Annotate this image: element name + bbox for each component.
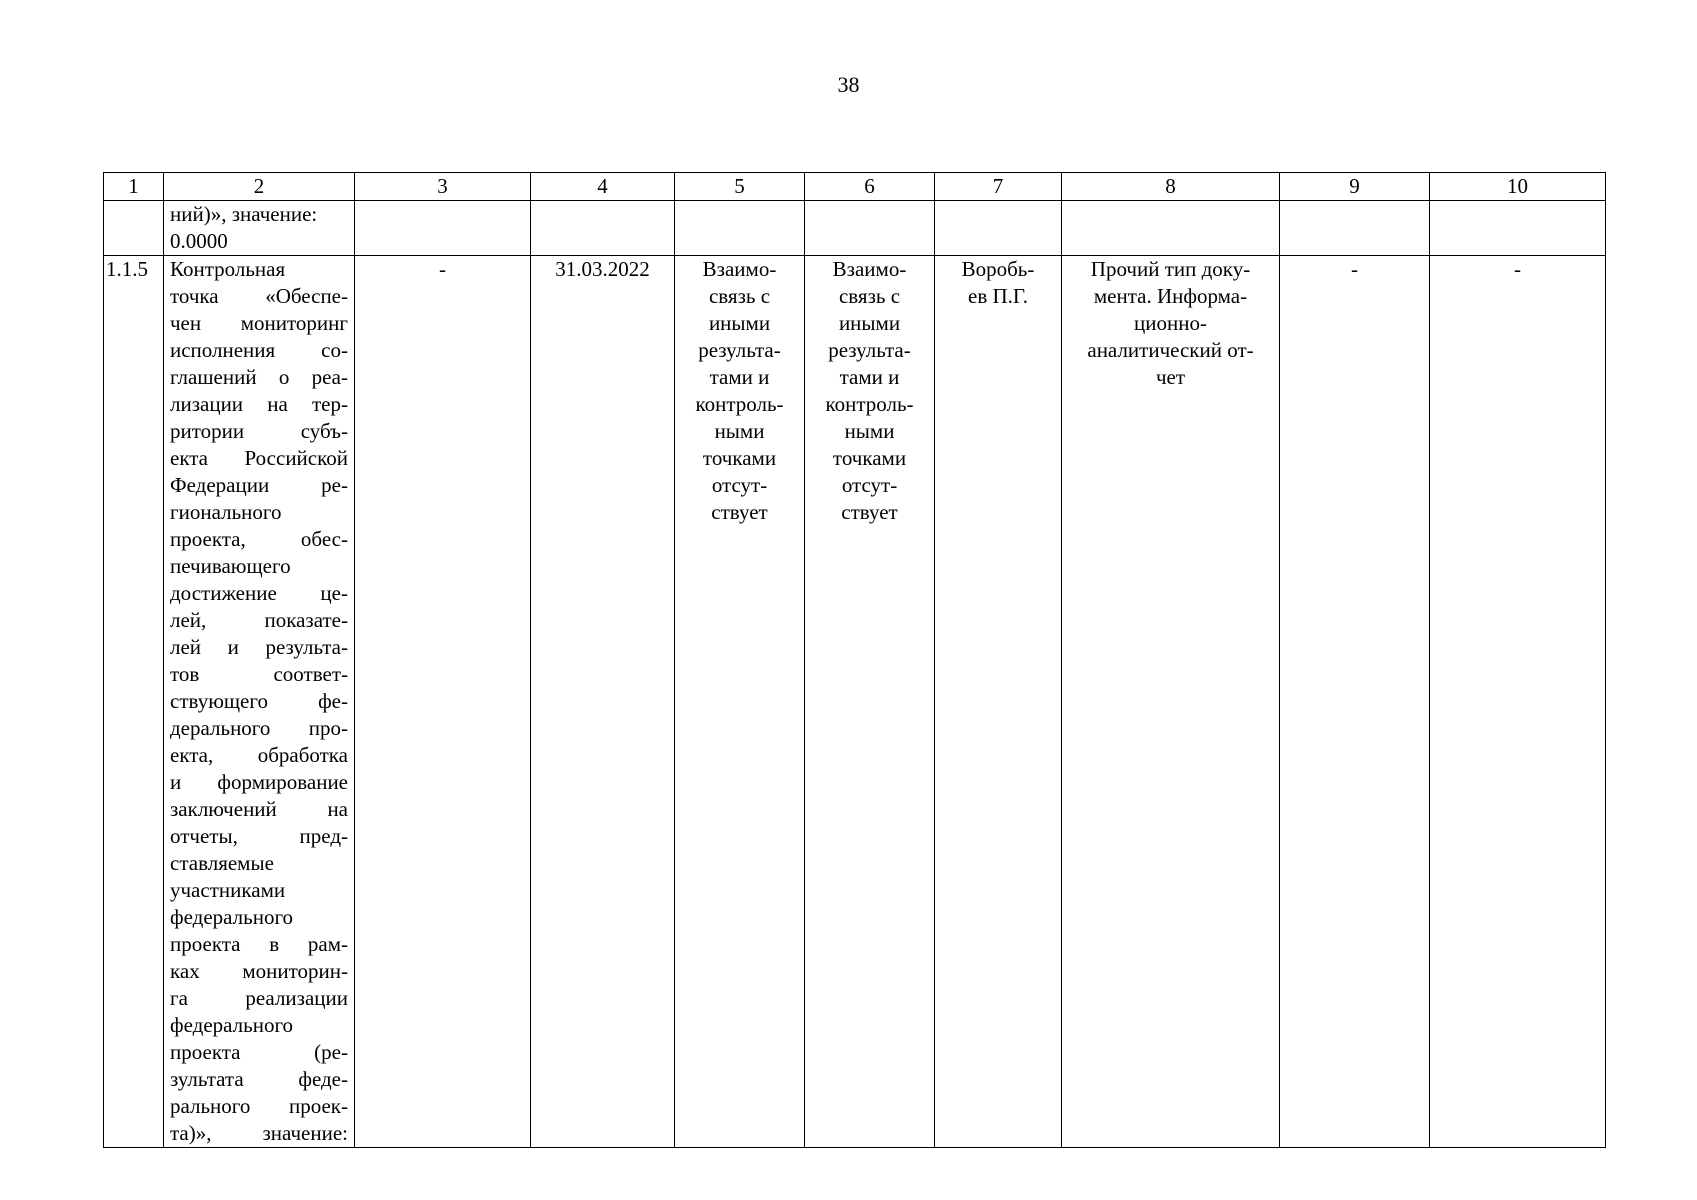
page-number: 38: [837, 72, 860, 97]
relation-6-line: отсут-: [841, 473, 898, 497]
description-line: зультата феде-: [170, 1067, 348, 1091]
relation-6-line: Взаимо-: [832, 257, 907, 281]
description-line: лизации на тер-: [170, 392, 348, 416]
description-line: печивающего: [170, 554, 291, 578]
description-line: проекта (ре-: [170, 1040, 348, 1064]
description-line: тов соответ-: [170, 662, 348, 686]
relation-5-line: Взаимо-: [702, 257, 777, 281]
relation-6-line: точками: [832, 446, 907, 470]
cont-text-line: ний)», значение:: [170, 202, 318, 226]
description-line: достижение це-: [170, 581, 348, 605]
description-line: ставляемые: [170, 851, 274, 875]
cont-cell-6: [805, 201, 935, 256]
relation-5-line: контроль-: [695, 392, 784, 416]
document-type-cell: [1062, 256, 1280, 1148]
description-line: га реализации: [170, 986, 348, 1010]
header-cell-8: 8: [1062, 173, 1280, 201]
responsible-line: Воробь-: [961, 257, 1035, 281]
relation-5-line: тами и: [709, 365, 770, 389]
description-line: лей и результа-: [170, 635, 348, 659]
description-line: ках мониторин-: [170, 959, 348, 983]
header-cell-3: 3: [355, 173, 531, 201]
responsible-cell: [935, 256, 1062, 1148]
relation-6-line: контроль-: [825, 392, 914, 416]
description-line: и формирование: [170, 770, 348, 794]
relation-6-line: ствует: [841, 500, 898, 524]
description-line: исполнения со-: [170, 338, 348, 362]
relation-5-line: ными: [714, 419, 765, 443]
header-cell-1: 1: [104, 173, 164, 201]
document-type-line: Прочий тип доку-: [1090, 257, 1251, 281]
relation-5-line: точками: [702, 446, 777, 470]
description-line: заключений на: [170, 797, 348, 821]
header-cell-6: 6: [805, 173, 935, 201]
relation-5-line: иными: [708, 311, 771, 335]
header-cell-10: 10: [1430, 173, 1606, 201]
description-line: глашений о реа-: [170, 365, 348, 389]
description-line: ствующего фе-: [170, 689, 348, 713]
row-number-cell: 1.1.5: [104, 256, 164, 1148]
relation-cell-5: [675, 256, 805, 1148]
description-cell: [164, 256, 355, 1148]
header-cell-2: 2: [164, 173, 355, 201]
document-type-line: аналитический от-: [1087, 338, 1254, 362]
description-line: дерального про-: [170, 716, 348, 740]
description-line: федерального: [170, 1013, 294, 1037]
cont-cell-9: [1280, 201, 1430, 256]
description-line: проекта в рам-: [170, 932, 348, 956]
cont-cell-5: [675, 201, 805, 256]
header-cell-4: 4: [531, 173, 675, 201]
description-line: Федерации ре-: [170, 473, 348, 497]
document-type-line: ционно-: [1134, 311, 1207, 335]
header-cell-5: 5: [675, 173, 805, 201]
relation-6-line: связь с: [838, 284, 901, 308]
cont-text-line: 0.0000: [170, 229, 228, 253]
document-type-line: мента. Информа-: [1093, 284, 1248, 308]
cont-cell-1: [104, 201, 164, 256]
description-line: федерального: [170, 905, 294, 929]
description-line: отчеты, пред-: [170, 824, 348, 848]
responsible-line: ев П.Г.: [968, 284, 1028, 308]
header-cell-7: 7: [935, 173, 1062, 201]
description-line: гионального: [170, 500, 282, 524]
description-line: лей, показате-: [170, 608, 348, 632]
relation-5-line: связь с: [708, 284, 771, 308]
cont-cell-10: [1430, 201, 1606, 256]
description-line: екта, обработка: [170, 743, 348, 767]
description-line: екта Российской: [170, 446, 348, 470]
table-row-continuation: [104, 201, 1606, 256]
document-type-line: чет: [1155, 365, 1186, 389]
table-row-1-1-5: [104, 256, 1606, 1148]
col3-cell: -: [355, 256, 531, 1148]
relation-5-line: ствует: [711, 500, 768, 524]
cont-cell-3: [355, 201, 531, 256]
description-line: та)», значение:: [170, 1121, 348, 1145]
relation-5-line: результа-: [698, 338, 781, 362]
date-cell: 31.03.2022: [531, 256, 675, 1148]
relation-6-line: результа-: [828, 338, 911, 362]
relation-cell-6: [805, 256, 935, 1148]
description-line: Контрольная: [170, 257, 286, 281]
document-table: [103, 172, 1606, 1148]
col10-cell: -: [1430, 256, 1606, 1148]
description-line: чен мониторинг: [170, 311, 348, 335]
table-header-row: [104, 173, 1606, 201]
relation-5-line: отсут-: [711, 473, 768, 497]
relation-6-line: ными: [844, 419, 895, 443]
description-line: точка «Обеспе-: [170, 284, 348, 308]
col9-cell: -: [1280, 256, 1430, 1148]
description-line: ритории субъ-: [170, 419, 348, 443]
header-cell-9: 9: [1280, 173, 1430, 201]
cont-cell-8: [1062, 201, 1280, 256]
description-line: рального проек-: [170, 1094, 348, 1118]
cont-cell-4: [531, 201, 675, 256]
cont-cell-2: [164, 201, 355, 256]
relation-6-line: тами и: [839, 365, 900, 389]
cont-cell-7: [935, 201, 1062, 256]
relation-6-line: иными: [838, 311, 901, 335]
description-line: участниками: [170, 878, 286, 902]
description-line: проекта, обес-: [170, 527, 348, 551]
